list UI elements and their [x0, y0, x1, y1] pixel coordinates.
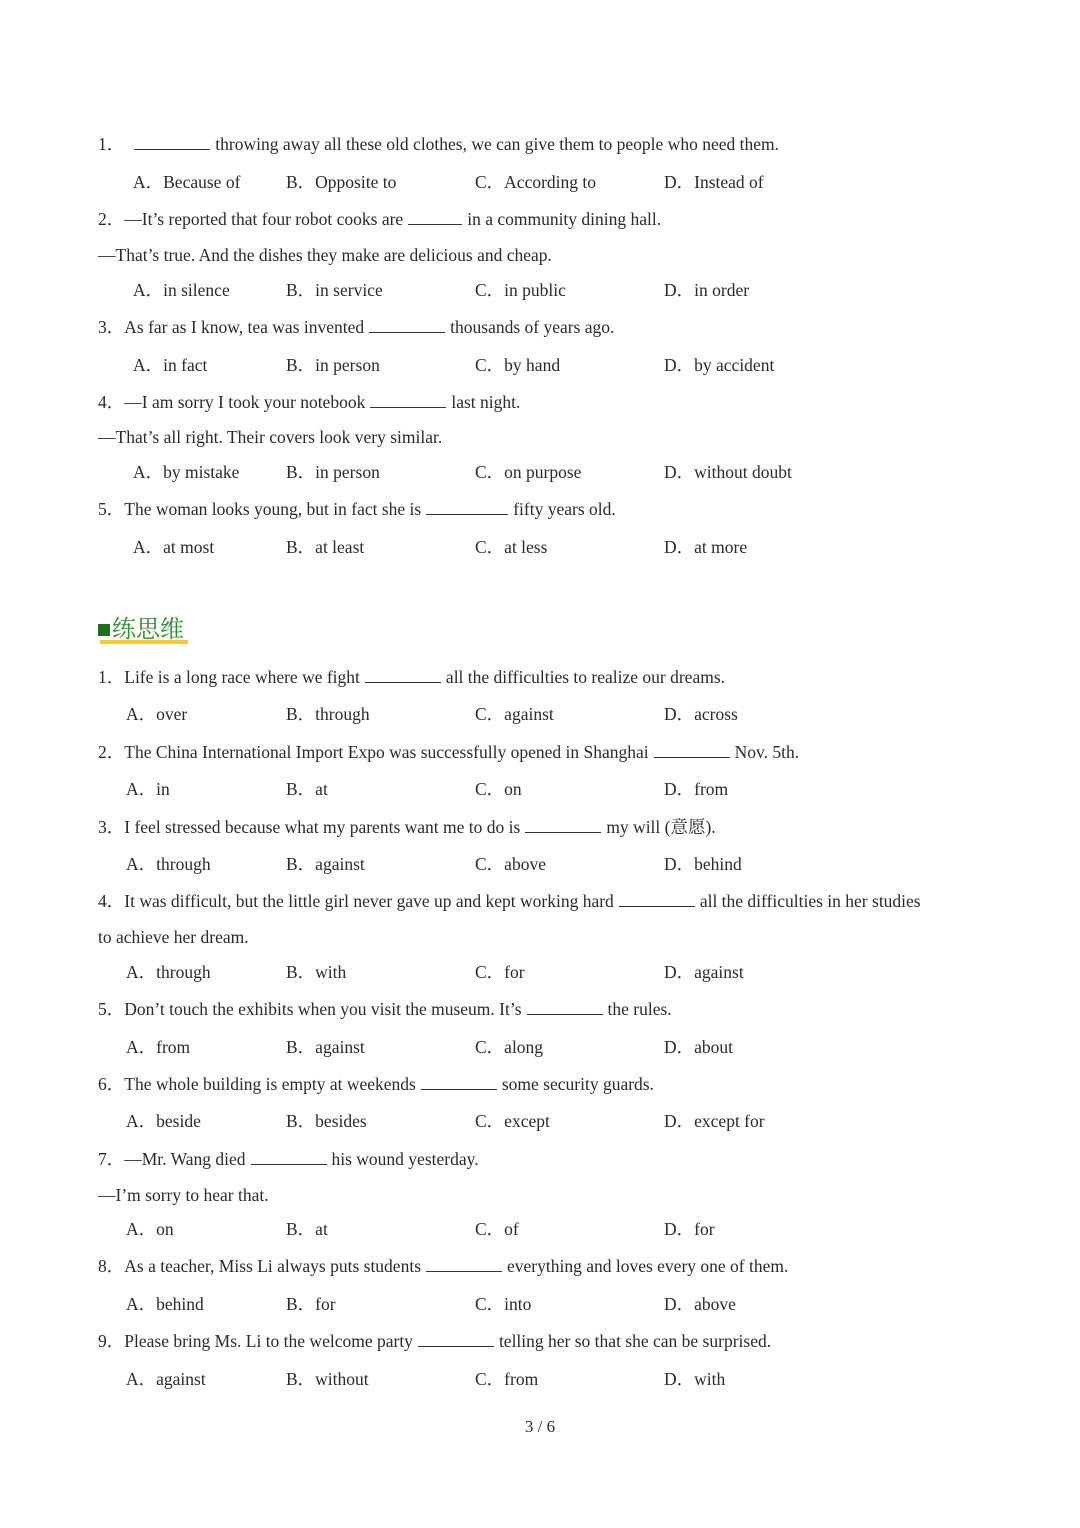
question-1-3: 3．As far as I know, tea was invented thousands of years ago.	[98, 317, 615, 337]
answer-blank	[370, 392, 446, 408]
option-b: B．against	[286, 1037, 365, 1057]
question-2-2: 2．The China International Import Expo was successfully opened in Shanghai Nov. 5th.	[98, 742, 800, 762]
question-2-7-reply: —I’m sorry to hear that.	[98, 1185, 269, 1205]
option-b: B．through	[286, 704, 370, 724]
option-d: D．behind	[664, 854, 742, 874]
answer-blank	[527, 999, 603, 1015]
option-d: D．above	[664, 1294, 736, 1314]
option-d: D．across	[664, 704, 738, 724]
option-a: A．in silence	[133, 280, 230, 300]
option-c: C．above	[475, 854, 546, 874]
option-d: D．from	[664, 779, 729, 799]
option-a: A．Because of	[133, 172, 241, 192]
option-a: A．in	[126, 779, 170, 799]
question-2-6: 6．The whole building is empty at weekends some security guards.	[98, 1074, 654, 1094]
option-d: D．at more	[664, 537, 748, 557]
answer-blank	[654, 742, 730, 758]
question-1-4: 4．—I am sorry I took your notebook last night.	[98, 392, 521, 412]
option-b: B．at	[286, 779, 328, 799]
section-title: 练思维	[98, 614, 184, 644]
option-b: B．against	[286, 854, 365, 874]
answer-blank	[408, 209, 462, 225]
question-1-4-reply: —That’s all right. Their covers look very similar.	[98, 427, 443, 447]
square-bullet-icon	[98, 624, 110, 636]
question-2-1: 1．Life is a long race where we fight all the difficulties to realize our dreams.	[98, 667, 726, 687]
question-1-2-reply: —That’s true. And the dishes they make are delicious and cheap.	[98, 245, 552, 265]
option-b: B．at	[286, 1219, 328, 1239]
option-a: A．against	[126, 1369, 206, 1389]
option-b: B．at least	[286, 537, 365, 557]
option-c: C．for	[475, 962, 525, 982]
option-b: B．in person	[286, 462, 380, 482]
question-2-5: 5．Don’t touch the exhibits when you visit the museum. It’s the rules.	[98, 999, 672, 1019]
answer-blank	[251, 1149, 327, 1165]
option-b: B．for	[286, 1294, 336, 1314]
option-b: B．in service	[286, 280, 383, 300]
question-2-4: 4．It was difficult, but the little girl never gave up and kept working hard all the difficulties in her studies	[98, 891, 921, 911]
option-a: A．over	[126, 704, 188, 724]
option-c: C．in public	[475, 280, 566, 300]
question-2-7: 7．—Mr. Wang died his wound yesterday.	[98, 1149, 479, 1169]
option-a: A．in fact	[133, 355, 208, 375]
option-d: D．without doubt	[664, 462, 792, 482]
option-c: C．on purpose	[475, 462, 582, 482]
option-d: D．against	[664, 962, 744, 982]
option-c: C．except	[475, 1111, 550, 1131]
option-b: B．without	[286, 1369, 369, 1389]
option-b: B．with	[286, 962, 347, 982]
option-a: A．through	[126, 854, 211, 874]
option-d: D．Instead of	[664, 172, 764, 192]
answer-blank	[365, 667, 441, 683]
option-c: C．against	[475, 704, 554, 724]
option-a: A．behind	[126, 1294, 204, 1314]
answer-blank	[426, 1256, 502, 1272]
answer-blank	[369, 317, 445, 333]
question-2-9: 9．Please bring Ms. Li to the welcome party telling her so that she can be surprised.	[98, 1331, 772, 1351]
answer-blank	[421, 1074, 497, 1090]
option-a: A．from	[126, 1037, 191, 1057]
option-c: C．from	[475, 1369, 539, 1389]
option-c: C．at less	[475, 537, 548, 557]
option-d: D．about	[664, 1037, 734, 1057]
question-1-1: 1． throwing away all these old clothes, we can give them to people who need them.	[98, 134, 779, 154]
answer-blank	[619, 891, 695, 907]
question-2-4-continued: to achieve her dream.	[98, 927, 249, 947]
answer-blank	[525, 817, 601, 833]
option-a: A．through	[126, 962, 211, 982]
option-c: C．According to	[475, 172, 597, 192]
answer-blank	[134, 134, 210, 150]
option-d: D．for	[664, 1219, 715, 1239]
option-d: D．except for	[664, 1111, 765, 1131]
option-a: A．at most	[133, 537, 215, 557]
option-d: D．by accident	[664, 355, 775, 375]
option-b: B．besides	[286, 1111, 367, 1131]
option-d: D．in order	[664, 280, 750, 300]
answer-blank	[426, 499, 508, 515]
question-2-8: 8．As a teacher, Miss Li always puts students everything and loves every one of them.	[98, 1256, 789, 1276]
option-c: C．along	[475, 1037, 544, 1057]
question-1-5: 5．The woman looks young, but in fact she is fifty years old.	[98, 499, 616, 519]
option-c: C．by hand	[475, 355, 561, 375]
option-a: A．by mistake	[133, 462, 240, 482]
option-b: B．in person	[286, 355, 380, 375]
option-a: A．on	[126, 1219, 174, 1239]
question-2-3: 3．I feel stressed because what my parents want me to do is my will (意愿).	[98, 817, 716, 837]
option-a: A．beside	[126, 1111, 201, 1131]
option-b: B．Opposite to	[286, 172, 397, 192]
answer-blank	[418, 1331, 494, 1347]
option-c: C．of	[475, 1219, 519, 1239]
question-1-2: 2．—It’s reported that four robot cooks are in a community dining hall.	[98, 209, 662, 229]
option-c: C．into	[475, 1294, 532, 1314]
page-number: 3 / 6	[524, 1417, 556, 1436]
option-d: D．with	[664, 1369, 726, 1389]
option-c: C．on	[475, 779, 522, 799]
